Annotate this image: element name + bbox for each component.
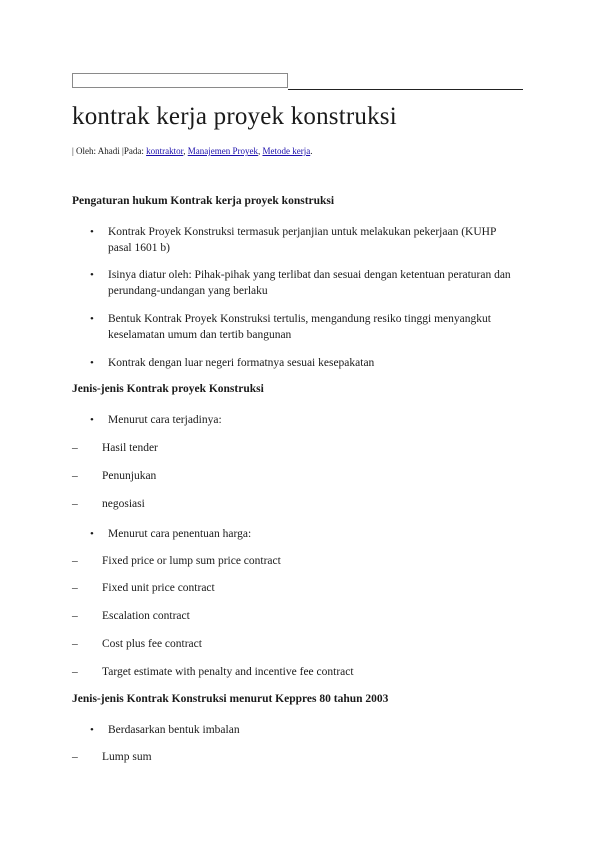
dash-icon: –	[72, 442, 78, 454]
dash-text: Fixed price or lump sum price contract	[102, 555, 281, 567]
dash-text: Cost plus fee contract	[102, 638, 202, 650]
bullet-item	[90, 311, 520, 343]
bullet-icon: •	[90, 724, 94, 736]
bullet-text: Kontrak Proyek Konstruksi termasuk perjanjian untuk melakukan pekerjaan (KUHP pasal 1601 b)	[108, 226, 496, 254]
bullet-item	[90, 267, 520, 299]
bullet-text: Kontrak dengan luar negeri formatnya sesuai kesepakatan	[108, 357, 375, 369]
section-heading-pengaturan: Pengaturan hukum Kontrak kerja proyek konstruksi	[72, 195, 335, 207]
dash-icon: –	[72, 638, 78, 650]
bullet-item	[90, 526, 520, 542]
header-rule	[288, 89, 523, 90]
dash-icon: –	[72, 470, 78, 482]
dash-text: Hasil tender	[102, 442, 158, 454]
section-heading-jenis-kontrak: Jenis-jenis Kontrak proyek Konstruksi	[72, 383, 264, 395]
bullet-text: Menurut cara penentuan harga:	[108, 528, 252, 540]
bullet-icon: •	[90, 313, 94, 325]
dash-icon: –	[72, 498, 78, 510]
link-metode-kerja[interactable]: Metode kerja	[262, 146, 311, 156]
dash-text: Penunjukan	[102, 470, 157, 482]
dash-icon: –	[72, 666, 78, 678]
bullet-icon: •	[90, 269, 94, 281]
dash-icon: –	[72, 582, 78, 594]
meta-end: .	[310, 146, 313, 156]
bullet-text: Menurut cara terjadinya:	[108, 414, 222, 426]
dash-text: Fixed unit price contract	[102, 582, 215, 594]
dash-icon: –	[72, 610, 78, 622]
bullet-item	[90, 224, 520, 256]
link-manajemen-proyek[interactable]: Manajemen Proyek	[187, 146, 258, 156]
bullet-text: Isinya diatur oleh: Pihak-pihak yang terlibat dan sesuai dengan ketentuan peraturan dan perundang-undangan yang berlaku	[108, 269, 511, 297]
dash-text: Escalation contract	[102, 610, 190, 622]
bullet-icon: •	[90, 226, 94, 238]
dash-text: Target estimate with penalty and incentive fee contract	[102, 666, 354, 678]
meta-separator: ,	[183, 146, 188, 156]
search-box[interactable]	[72, 73, 288, 88]
bullet-item	[90, 412, 520, 428]
bullet-icon: •	[90, 528, 94, 540]
bullet-icon: •	[90, 414, 94, 426]
meta-prefix: | Oleh: Ahadi |Pada:	[72, 146, 144, 156]
dash-text: Lump sum	[102, 751, 152, 763]
bullet-text: Berdasarkan bentuk imbalan	[108, 724, 240, 736]
bullet-item	[90, 355, 520, 371]
section-heading-keppres: Jenis-jenis Kontrak Konstruksi menurut Keppres 80 tahun 2003	[72, 693, 389, 705]
dash-icon: –	[72, 751, 78, 763]
page-title: kontrak kerja proyek konstruksi	[72, 103, 397, 130]
post-meta	[72, 146, 312, 156]
bullet-text: Bentuk Kontrak Proyek Konstruksi tertulis, mengandung resiko tinggi menyangkut keselamatan umum dan tertib bangunan	[108, 313, 491, 341]
top-bar	[72, 73, 523, 90]
bullet-icon: •	[90, 357, 94, 369]
dash-icon: –	[72, 555, 78, 567]
meta-separator: ,	[257, 146, 263, 156]
bullet-item	[90, 722, 520, 738]
link-kontraktor[interactable]: kontraktor	[146, 146, 184, 156]
dash-text: negosiasi	[102, 498, 145, 510]
